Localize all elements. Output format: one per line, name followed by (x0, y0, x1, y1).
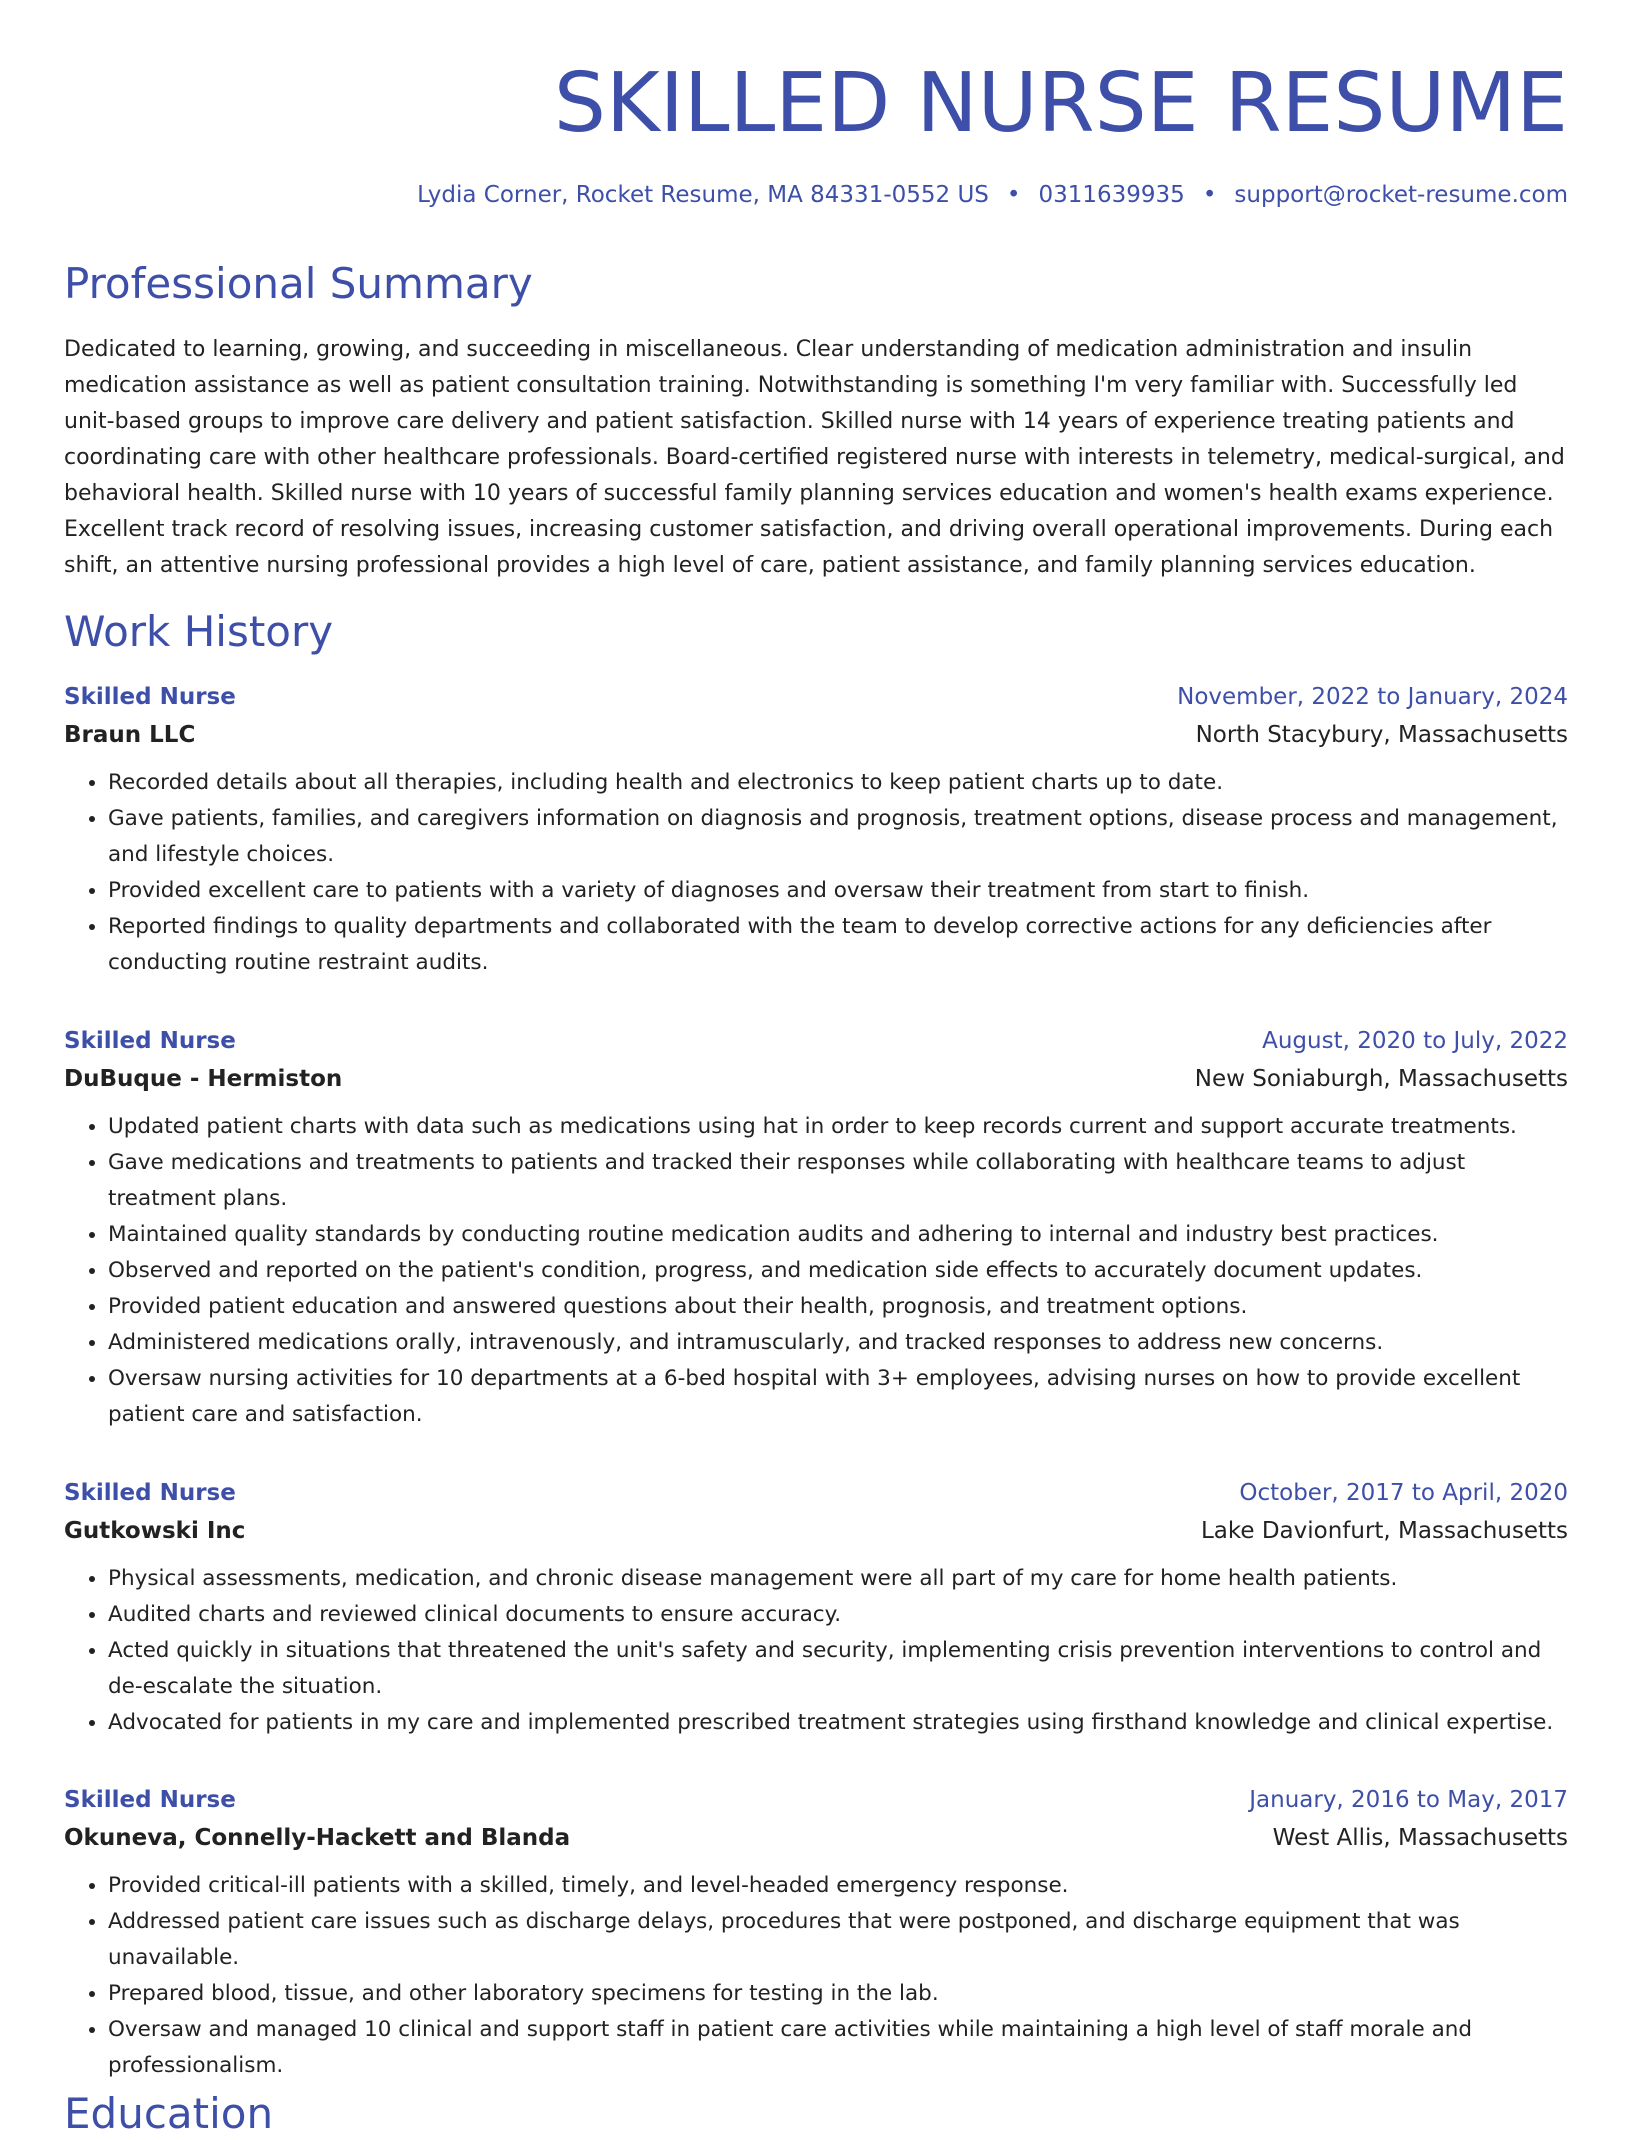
job-bullet: • Provided critical-ill patients with a skilled, timely, and level-headed emergency response. (108, 1868, 1568, 1904)
job-bullet: • Provided excellent care to patients with a variety of diagnoses and oversaw their treatment from start to finish. (108, 873, 1568, 909)
job-title: Skilled Nurse (64, 1480, 236, 1506)
summary-text: Dedicated to learning, growing, and succeeding in miscellaneous. Clear understanding of medication administration and insulin medication assistance as well as patient consultation training. Notwithstanding is something I'm very familiar with. Successfully led unit-based groups to improve care delivery and patient satisfaction. Skilled nurse with 14 years of experience treating patients and coordinating care with other healthcare professionals. Board-certified registered nurse with interests in telemetry, medical-surgical, and behavioral health. Skilled nurse with 10 years of successful family planning services education and women's health exams experience. Excellent track record of resolving issues, increasing customer satisfaction, and driving overall operational improvements. During each shift, an attentive nursing professional provides a high level of care, patient assistance, and family planning services education. (64, 337, 1565, 578)
resume-page (64, 0, 1568, 2138)
job-bullet: • Addressed patient care issues such as discharge delays, procedures that were postponed, and discharge equipment that was unavailable. (108, 1904, 1568, 1976)
job-bullet: • Provided patient education and answered questions about their health, prognosis, and treatment options. (108, 1289, 1568, 1325)
job-entry (64, 1477, 1568, 1741)
job-bullet-list (64, 765, 1568, 981)
contact-email[interactable]: support@rocket-resume.com (1234, 182, 1568, 208)
job-entry (64, 1025, 1568, 1433)
job-dates: August, 2020 to July, 2022 (1262, 1028, 1568, 1054)
job-location: Lake Davionfurt, Massachusetts (1200, 1518, 1568, 1544)
job-bullet: • Acted quickly in situations that threatened the unit's safety and security, implementing crisis prevention interventions to control and de-escalate the situation. (108, 1633, 1568, 1705)
job-company: Braun LLC (64, 722, 196, 748)
job-title: Skilled Nurse (64, 684, 236, 710)
job-bullet-list (64, 1561, 1568, 1741)
job-dates: January, 2016 to May, 2017 (1249, 1787, 1568, 1813)
job-location: New Soniaburgh, Massachusetts (1194, 1066, 1568, 1092)
job-bullet: • Audited charts and reviewed clinical documents to ensure accuracy. (108, 1597, 1568, 1633)
job-bullet: • Gave patients, families, and caregivers information on diagnosis and prognosis, treatment options, disease process and management, and lifestyle choices. (108, 801, 1568, 873)
job-entry (64, 1784, 1568, 2084)
summary-heading: Professional Summary (64, 259, 533, 308)
job-title: Skilled Nurse (64, 1787, 236, 1813)
job-dates: October, 2017 to April, 2020 (1239, 1480, 1568, 1506)
job-bullet-list (64, 1109, 1568, 1433)
work-history-heading: Work History (64, 607, 334, 656)
contact-phone: 0311639935 (1038, 182, 1185, 208)
job-bullet: • Observed and reported on the patient's condition, progress, and medication side effects to accurately document updates. (108, 1253, 1568, 1289)
job-location: West Allis, Massachusetts (1272, 1825, 1568, 1851)
job-company: Okuneva, Connelly-Hackett and Blanda (64, 1825, 571, 1851)
job-bullet: • Oversaw nursing activities for 10 departments at a 6-bed hospital with 3+ employees, advising nurses on how to provide excellent patient care and satisfaction. (108, 1361, 1568, 1433)
education-heading: Education (64, 2089, 274, 2138)
resume-title: SKILLED NURSE RESUME (553, 56, 1568, 151)
job-company: Gutkowski Inc (64, 1518, 246, 1544)
job-bullet: • Physical assessments, medication, and chronic disease management were all part of my care for home health patients. (108, 1561, 1568, 1597)
job-bullet-list (64, 1868, 1568, 2084)
job-bullet: • Advocated for patients in my care and implemented prescribed treatment strategies using firsthand knowledge and clinical expertise. (108, 1705, 1568, 1741)
job-title: Skilled Nurse (64, 1028, 236, 1054)
contact-separator: • (1006, 182, 1021, 208)
contact-separator: • (1202, 182, 1217, 208)
job-bullet: • Updated patient charts with data such as medications using hat in order to keep records current and support accurate treatments. (108, 1109, 1568, 1145)
job-bullet: • Gave medications and treatments to patients and tracked their responses while collaborating with healthcare teams to adjust treatment plans. (108, 1145, 1568, 1217)
job-bullet: • Recorded details about all therapies, including health and electronics to keep patient charts up to date. (108, 765, 1568, 801)
job-bullet: • Reported findings to quality departments and collaborated with the team to develop corrective actions for any deficiencies after conducting routine restraint audits. (108, 909, 1568, 981)
job-location: North Stacybury, Massachusetts (1195, 722, 1568, 748)
job-bullet: • Administered medications orally, intravenously, and intramuscularly, and tracked responses to address new concerns. (108, 1325, 1568, 1361)
job-dates: November, 2022 to January, 2024 (1177, 684, 1568, 710)
contact-line (417, 180, 1568, 210)
job-bullet: • Prepared blood, tissue, and other laboratory specimens for testing in the lab. (108, 1976, 1568, 2012)
job-entry (64, 681, 1568, 981)
job-bullet: • Oversaw and managed 10 clinical and support staff in patient care activities while maintaining a high level of staff morale and professionalism. (108, 2012, 1568, 2084)
contact-address: Lydia Corner, Rocket Resume, MA 84331-0552 US (417, 182, 989, 208)
job-company: DuBuque - Hermiston (64, 1066, 343, 1092)
job-bullet: • Maintained quality standards by conducting routine medication audits and adhering to internal and industry best practices. (108, 1217, 1568, 1253)
